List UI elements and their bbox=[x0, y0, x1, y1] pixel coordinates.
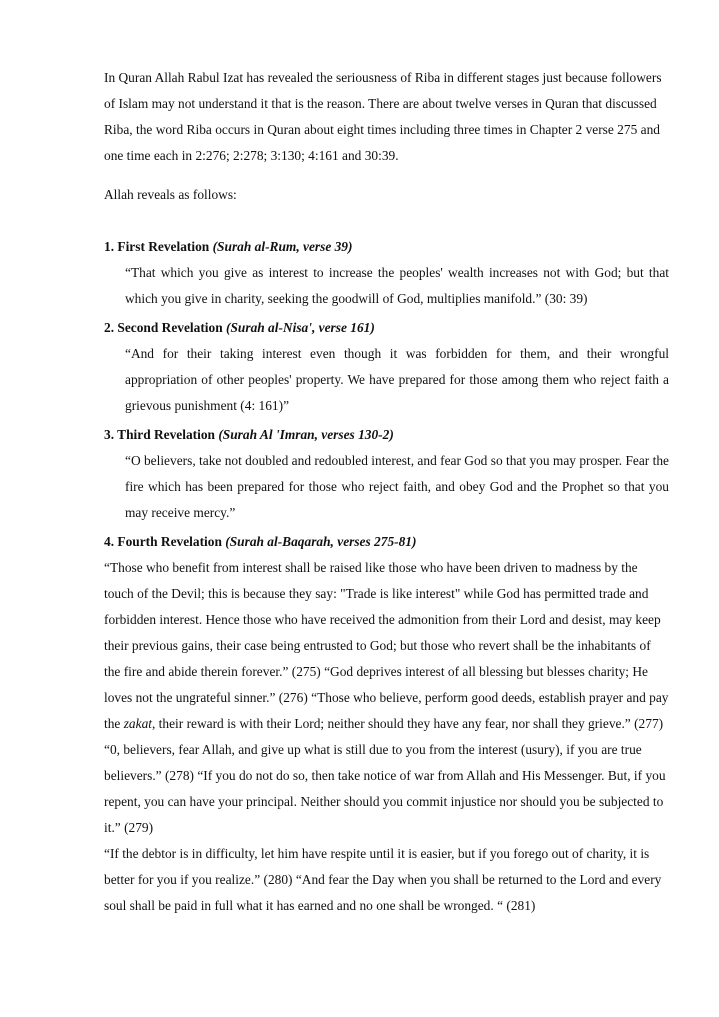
revelation-2-quote: “And for their taking interest even though it was forbidden for them, and their wrongful appropriation of other peoples' property. We have prepared for those among them who reject faith a grievous punishment (4: 161)” bbox=[125, 346, 669, 413]
revelation-1-ref: (Surah al-Rum, verse 39) bbox=[212, 239, 353, 254]
revelation-4-ref: (Surah al-Baqarah, verses 275-81) bbox=[225, 534, 417, 549]
revelation-4-title: 4. Fourth Revelation bbox=[104, 534, 226, 549]
revelation-4-verses-275-279 bbox=[104, 555, 669, 841]
revelation-1-heading bbox=[104, 234, 669, 260]
revelation-1-title: 1. First Revelation bbox=[104, 239, 213, 254]
zakat-term: zakat bbox=[123, 716, 152, 731]
revelation-4-heading bbox=[104, 529, 669, 555]
reveal-intro-line: Allah reveals as follows: bbox=[104, 187, 237, 202]
revelation-4-text-b: , their reward is with their Lord; neither should they have any fear, nor shall they grieve.” (277) “0, believers, fear Allah, and give up what is still due to you from the interest (usury), if you are true believers.” (278) “If you do not do so, then take notice of war from Allah and His Messenger. But, if you repent, you can have your principal. Neither should you commit injustice nor should you be subjected to it.” (279) bbox=[104, 716, 666, 835]
intro-paragraph: In Quran Allah Rabul Izat has revealed the seriousness of Riba in different stages just because followers of Islam may not understand it that is the reason. There are about twelve verses in Quran that discussed Riba, the word Riba occurs in Quran about eight times including three times in Chapter 2 verse 275 and one time each in 2:276; 2:278; 3:130; 4:161 and 30:39. bbox=[104, 70, 662, 163]
revelation-3-ref: (Surah Al 'Imran, verses 130-2) bbox=[218, 427, 394, 442]
revelation-3-title: 3. Third Revelation bbox=[104, 427, 219, 442]
revelation-3-quote: “O believers, take not doubled and redoubled interest, and fear God so that you may prosper. Fear the fire which has been prepared for those who reject faith, and obey God and the Prophet so that you may receive mercy.” bbox=[125, 453, 669, 520]
revelation-4-verses-280-281: “If the debtor is in difficulty, let him have respite until it is easier, but if you forego out of charity, it is better for you if you realize.” (280) “And fear the Day when you shall be returned to the Lord and every soul shall be paid in full what it has earned and no one shall be wronged. “ (281) bbox=[104, 846, 662, 913]
revelation-4-text-a: “Those who benefit from interest shall be raised like those who have been driven to madness by the touch of the Devil; this is because they say: "Trade is like interest" while God has permitted trade and forbidden interest. Hence those who have received the admonition from their Lord and desist, may keep their previous gains, their case being entrusted to God; but those who revert shall be the inhabitants of the fire and abide therein forever.” (275) “God deprives interest of all blessing but blesses charity; He loves not the ungrateful sinner.” (276) “Those who believe, perform good deeds, establish prayer and pay the bbox=[104, 560, 669, 731]
revelation-3-heading bbox=[104, 422, 669, 448]
revelation-2-heading bbox=[104, 315, 669, 341]
revelation-1-quote: “That which you give as interest to increase the peoples' wealth increases not with God; but that which you give in charity, seeking the goodwill of God, multiplies manifold.” (30: 39) bbox=[125, 265, 669, 306]
document-page bbox=[104, 65, 669, 919]
revelation-2-ref: (Surah al-Nisa', verse 161) bbox=[226, 320, 375, 335]
revelation-2-title: 2. Second Revelation bbox=[104, 320, 226, 335]
